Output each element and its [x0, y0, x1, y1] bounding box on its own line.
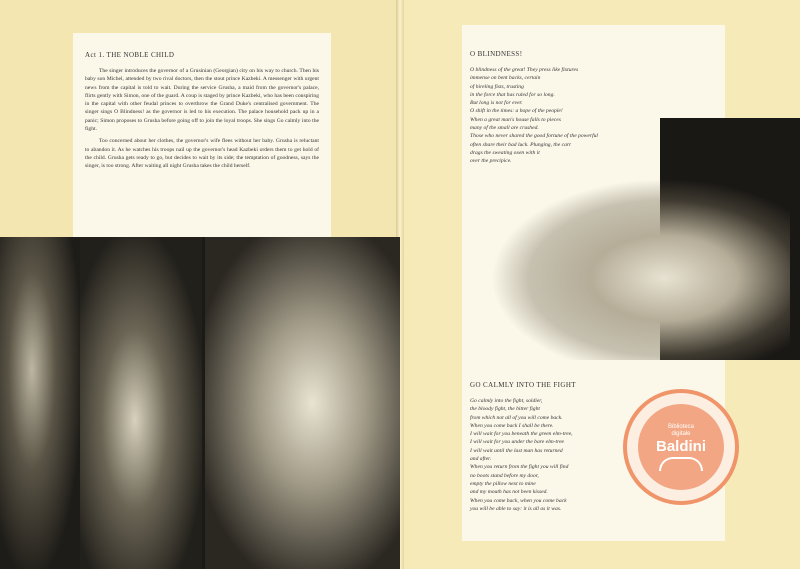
poem-line: from which not all of you will come back.: [470, 414, 563, 421]
stamp-name: Baldini: [655, 437, 706, 455]
poem-line: and my mouth has not been kissed.: [470, 489, 548, 496]
open-book-icon: [659, 457, 703, 471]
stage-photo-masked-actor: [205, 237, 400, 569]
poem-line: drags the sweating oxen with it: [470, 149, 540, 156]
poem-line: often share their bad luck. Plunging, the cart: [470, 141, 571, 148]
poem-line: many of the small are crushed.: [470, 125, 539, 132]
stage-photo-nativity: [80, 237, 202, 569]
poem-line: But long is not for ever.: [470, 100, 523, 107]
poem-line: I will wait until the last man has returned: [470, 447, 563, 454]
poem-line: no boots stand before my door,: [470, 472, 539, 479]
poem-line: O blindness of the great! They press like fixtures: [470, 67, 579, 73]
poem-line: Go calmly into the fight, soldier,: [470, 398, 543, 404]
stamp-text: digitale: [671, 430, 691, 437]
poem-line: empty the pillow next to mine: [470, 480, 536, 487]
synopsis-text-box: [73, 33, 331, 238]
poem-line: in the force that has ruled for so long.: [470, 91, 555, 98]
poem-line: When you return from the fight you will find: [470, 464, 569, 471]
poem-line: the bloody fight, the bitter fight: [470, 406, 540, 413]
poem-line: When you come back, when you come back: [470, 497, 567, 504]
poem-line: of hireling fists, trusting: [470, 83, 524, 90]
stage-photo-grusha-kneeling: [490, 178, 790, 360]
poem-line: over the precipice.: [470, 158, 512, 165]
stage-photo-crowd: [0, 237, 80, 569]
act-heading: Act 1. THE NOBLE CHILD: [85, 51, 175, 59]
poem-line: and after.: [470, 456, 492, 463]
poem-line: I will wait for you beneath the green elm-tree,: [470, 431, 573, 438]
poem-line: I will wait for you under the bare elm-tree: [470, 439, 565, 446]
poem-line: When you come back I shall be there.: [470, 422, 554, 429]
song-go-calmly: [470, 381, 576, 513]
synopsis-paragraph: The singer introduces the governor of a Grusinian (Georgian) city on his way to church. Then his baby son Michel, attended by two rival doctors, then the stout prince Kazbeki. A messenger with urgent news from the capital is told to wait. During the service Grusha, a maid from the governor's palace, flirts gently with Simon, one of the guard. A coup is staged by prince Kazbeki, who has been conspiring in the capital with other feudal princes to overthrow the Grand Duke's centralised government. The singer sings O Blindness! as the governor is led to his execution. The palace household pack up in a panic; Simon proposes to Grusha before going off to join the loyal troops. She sings Go calmly into the fight.: [85, 68, 319, 133]
poem-line: When a great man's house falls to pieces: [470, 116, 561, 123]
song-title: O BLINDNESS!: [470, 50, 523, 58]
poem-line: O shift in the times: a hope of the people!: [470, 108, 563, 115]
poem-line: Those who never shared the good fortune of the powerful: [470, 133, 598, 140]
stamp-text: Biblioteca: [667, 423, 694, 430]
song-o-blindness: [470, 50, 598, 166]
library-stamp: [623, 389, 739, 505]
song-title: GO CALMLY INTO THE FIGHT: [470, 381, 576, 389]
poem-line: immense on bent backs, certain: [470, 75, 541, 82]
poem-line: you will be able to say: it is all as it was.: [470, 505, 562, 512]
synopsis-paragraph: Too concerned about her clothes, the governor's wife flees without her baby. Grusha is reluctant to abandon it. As he watches his troops nail up the governor's head Kazbeki orders them to get hold of the child. Grusha gets ready to go, but decides to wait by its side; the temptation of goodness, says the singer, is too strong. After waiting all night Grusha takes the child herself.: [85, 138, 319, 170]
